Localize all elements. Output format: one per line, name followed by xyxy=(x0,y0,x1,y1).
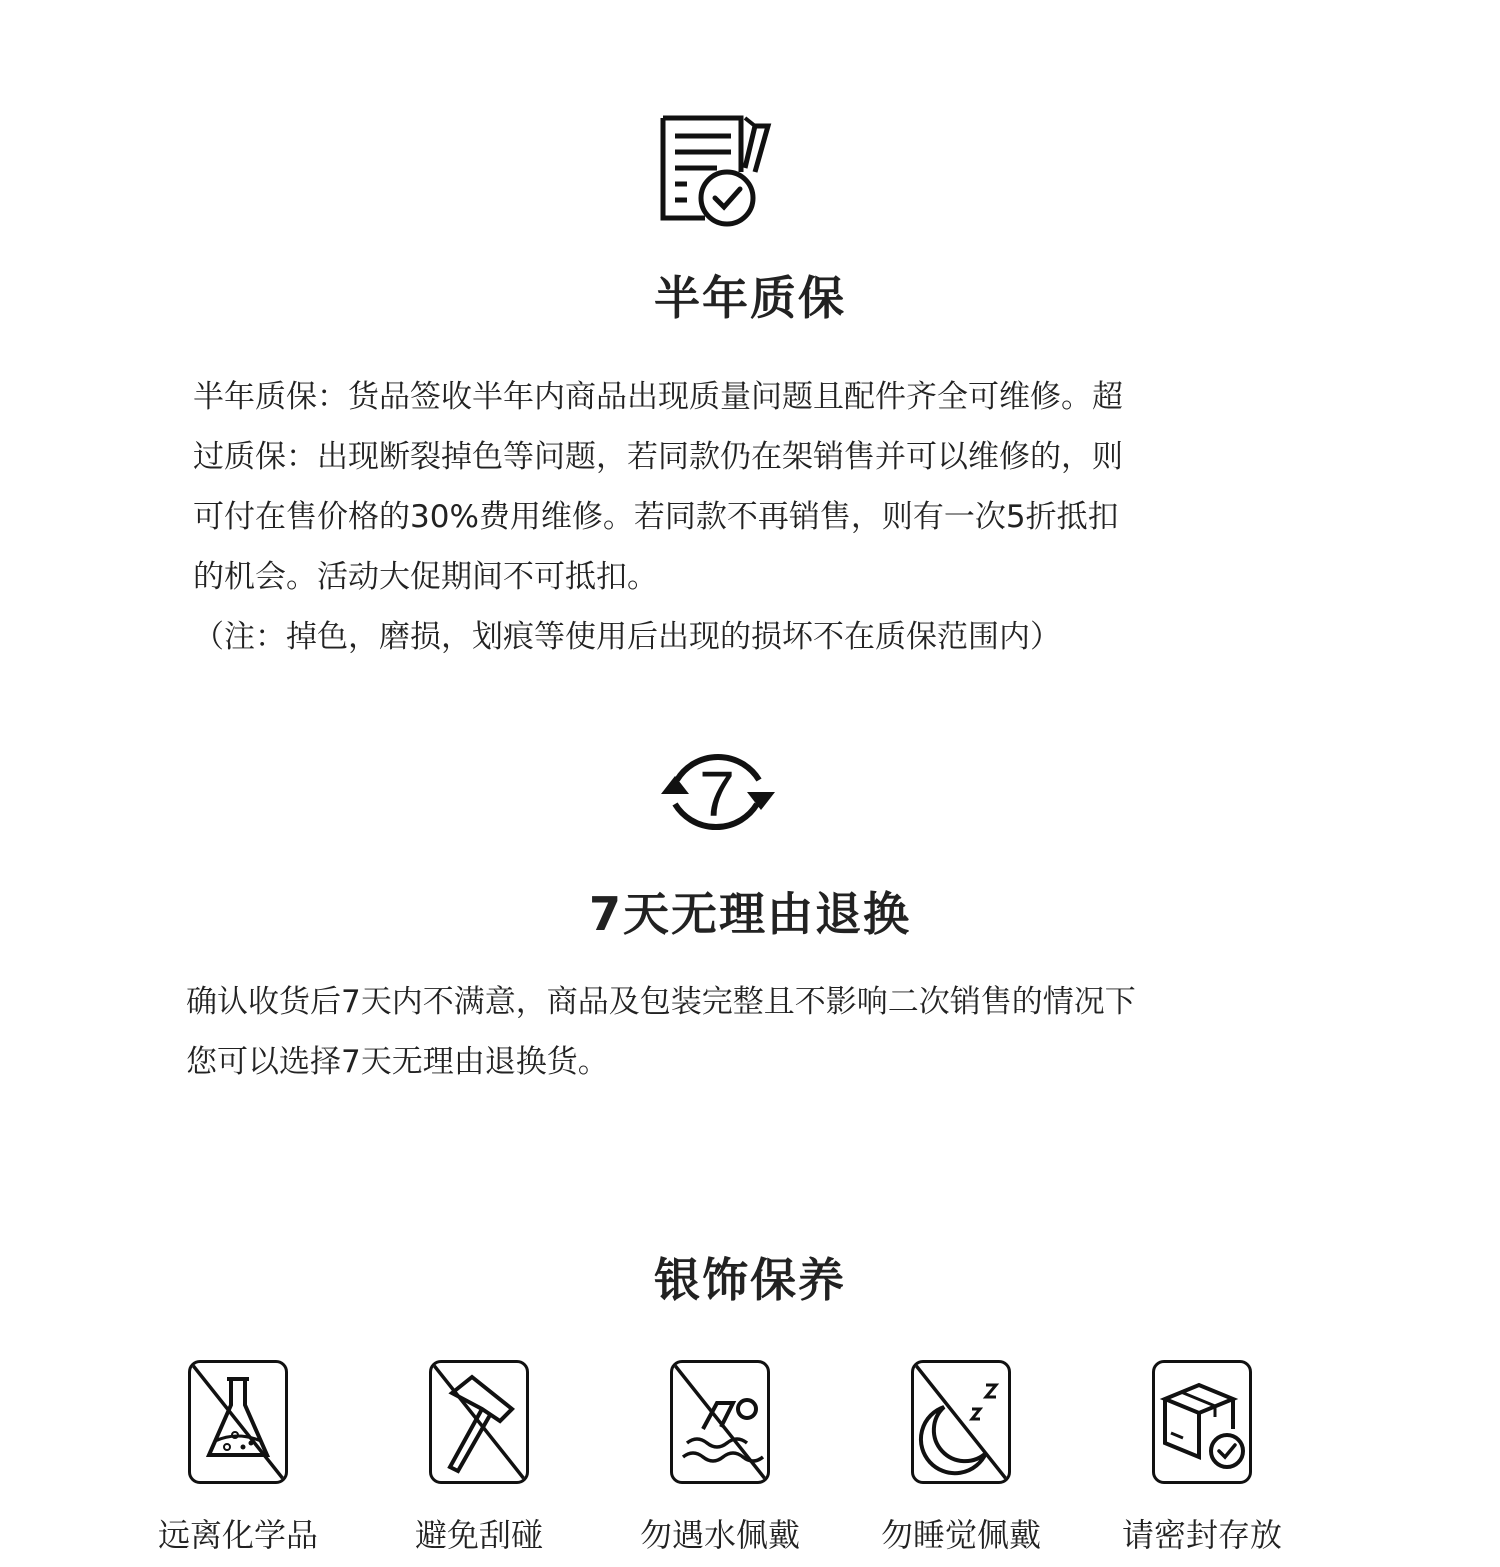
sealed-storage-box-icon xyxy=(1152,1360,1252,1484)
warranty-description xyxy=(193,367,1123,667)
no-chemicals-icon xyxy=(188,1360,288,1484)
warranty-line: 半年质保：货品签收半年内商品出现质量问题且配件齐全可维修。超 xyxy=(193,379,1123,415)
no-impact-hammer-icon xyxy=(429,1360,529,1484)
care-label: 避免刮碰 xyxy=(414,1516,543,1554)
warranty-line: 的机会。活动大促期间不可抵扣。 xyxy=(193,559,658,595)
care-item-no-sleeping xyxy=(841,1360,1081,1556)
care-item-no-water xyxy=(600,1360,840,1556)
returns-line: 您可以选择7天无理由退换货。 xyxy=(186,1044,609,1080)
care-item-sealed-storage xyxy=(1082,1360,1322,1556)
warranty-note: （注：掉色，磨损，划痕等使用后出现的损坏不在质保范围内） xyxy=(193,619,1061,655)
care-title: 银饰保养 xyxy=(654,1253,846,1307)
care-item-no-impact xyxy=(359,1360,599,1556)
warranty-document-check-icon xyxy=(655,110,780,232)
seven-day-return-icon xyxy=(655,742,779,844)
return-icon-number: 7 xyxy=(699,758,735,830)
no-sleeping-icon xyxy=(911,1360,1011,1484)
returns-title: 7天无理由退换 xyxy=(588,887,911,941)
care-label: 请密封存放 xyxy=(1121,1516,1282,1554)
care-label: 远离化学品 xyxy=(157,1516,318,1554)
warranty-title: 半年质保 xyxy=(654,271,846,325)
warranty-line: 可付在售价格的30%费用维修。若同款不再销售，则有一次5折抵扣 xyxy=(193,499,1119,535)
care-item-no-chemicals xyxy=(118,1360,358,1556)
returns-description xyxy=(186,972,1136,1092)
care-label: 勿遇水佩戴 xyxy=(639,1516,800,1554)
returns-line: 确认收货后7天内不满意，商品及包装完整且不影响二次销售的情况下 xyxy=(186,984,1136,1020)
warranty-line: 过质保：出现断裂掉色等问题，若同款仍在架销售并可以维修的，则 xyxy=(193,439,1123,475)
no-swimming-icon xyxy=(670,1360,770,1484)
care-label: 勿睡觉佩戴 xyxy=(880,1516,1041,1554)
